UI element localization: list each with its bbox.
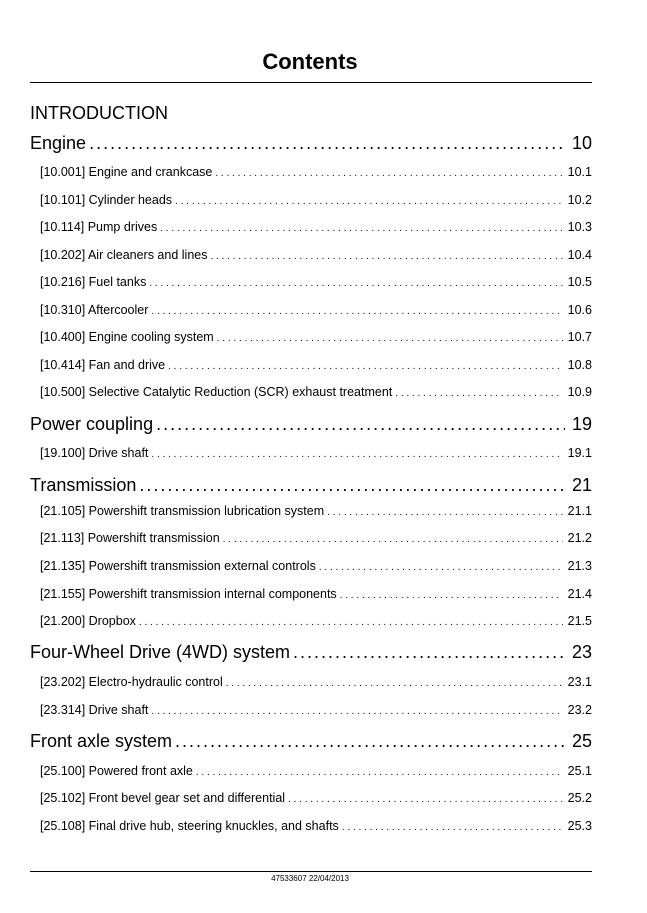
page-title: Contents (262, 49, 358, 74)
toc-entry-label: [21.200] Dropbox (40, 614, 136, 628)
toc-entry-label: [23.314] Drive shaft (40, 703, 149, 717)
toc-entry-page: 10.9 (567, 385, 592, 399)
toc-entry-label: [10.500] Selective Catalytic Reduction (SCR) exhaust treatment (40, 385, 393, 399)
toc-entry[interactable] (40, 613, 592, 629)
toc-entry[interactable] (40, 530, 592, 546)
toc-section-page: 23 (571, 642, 592, 662)
toc-entry[interactable] (40, 247, 592, 263)
toc-entry-label: [10.310] Aftercooler (40, 303, 149, 317)
toc-entry-page: 21.4 (567, 587, 592, 601)
toc-entry-page: 10.6 (567, 303, 592, 317)
dot-leader (210, 247, 563, 265)
dot-leader (196, 763, 563, 781)
toc-entry[interactable] (40, 329, 592, 345)
toc-entry-page: 21.2 (567, 531, 592, 545)
toc-entry[interactable] (40, 790, 592, 806)
toc-entry[interactable] (40, 586, 592, 602)
toc-entry-label: [25.100] Powered front axle (40, 764, 193, 778)
dot-leader (149, 274, 563, 292)
toc-entry-page: 23.1 (567, 675, 592, 689)
toc-entry-label: [21.135] Powershift transmission external controls (40, 559, 316, 573)
toc-entry-label: [10.202] Air cleaners and lines (40, 248, 208, 262)
toc-entry-page: 10.8 (567, 358, 592, 372)
toc-entry-page: 23.2 (567, 703, 592, 717)
toc-entry-label: [23.202] Electro-hydraulic control (40, 675, 223, 689)
dot-leader (395, 384, 563, 402)
toc-entry-page: 10.3 (567, 220, 592, 234)
toc-section-page: 25 (571, 731, 592, 751)
dot-leader (215, 164, 563, 182)
toc-entry-label: [10.414] Fan and drive (40, 358, 166, 372)
dot-leader (226, 674, 563, 692)
toc-entry-label: [25.108] Final drive hub, steering knuckles, and shafts (40, 819, 339, 833)
dot-leader (156, 413, 565, 435)
toc-entry-label: [10.400] Engine cooling system (40, 330, 214, 344)
toc-section-4wd-system[interactable] (30, 641, 592, 663)
toc-entry-page: 21.1 (567, 504, 592, 518)
toc-entry[interactable] (40, 674, 592, 690)
dot-leader (340, 586, 563, 604)
toc-section-page: 21 (571, 475, 592, 495)
toc-entry-page: 21.3 (567, 559, 592, 573)
dot-leader (160, 219, 563, 237)
toc-entry-label: [10.114] Pump drives (40, 220, 158, 234)
footer-doc-id: 47533607 22/04/2013 (271, 874, 349, 883)
dot-leader (288, 790, 563, 808)
dot-leader (342, 818, 563, 836)
toc-entry[interactable] (40, 763, 592, 779)
toc-entry-label: [10.101] Cylinder heads (40, 193, 173, 207)
toc-section-page: 19 (571, 414, 592, 434)
dot-leader (175, 730, 565, 752)
toc-entry-page: 19.1 (567, 446, 592, 460)
toc-entry-page: 25.3 (567, 819, 592, 833)
dot-leader (139, 474, 565, 496)
introduction-heading[interactable]: INTRODUCTION (30, 103, 168, 123)
toc-section-label: Power coupling (30, 414, 154, 434)
toc-entry-label: [19.100] Drive shaft (40, 446, 149, 460)
toc-section-label: Transmission (30, 475, 137, 495)
dot-leader (89, 132, 565, 154)
toc-entry-label: [25.102] Front bevel gear set and differential (40, 791, 286, 805)
toc-section-transmission[interactable] (30, 474, 592, 496)
dot-leader (175, 192, 563, 210)
dot-leader (327, 503, 563, 521)
footer-divider (30, 871, 592, 872)
dot-leader (217, 329, 563, 347)
toc-section-power-coupling[interactable] (30, 413, 592, 435)
dot-leader (151, 445, 563, 463)
toc-entry-label: [21.155] Powershift transmission internal components (40, 587, 337, 601)
toc-section-page: 10 (571, 133, 592, 153)
dot-leader (319, 558, 563, 576)
toc-entry-page: 10.2 (567, 193, 592, 207)
dot-leader (151, 302, 563, 320)
toc-section-label: Front axle system (30, 731, 173, 751)
title-divider (30, 82, 592, 83)
toc-entry-page: 10.7 (567, 330, 592, 344)
toc-entry-page: 25.1 (567, 764, 592, 778)
toc-entry[interactable] (40, 503, 592, 519)
toc-entry[interactable] (40, 164, 592, 180)
toc-section-label: Four-Wheel Drive (4WD) system (30, 642, 291, 662)
dot-leader (139, 613, 563, 631)
dot-leader (223, 530, 563, 548)
toc-entry-label: [10.001] Engine and crankcase (40, 165, 213, 179)
toc-entry[interactable] (40, 302, 592, 318)
toc-entry[interactable] (40, 702, 592, 718)
toc-entry[interactable] (40, 192, 592, 208)
toc-entry[interactable] (40, 445, 592, 461)
toc-entry[interactable] (40, 384, 592, 400)
toc-entry-label: [10.216] Fuel tanks (40, 275, 147, 289)
toc-entry-page: 10.1 (567, 165, 592, 179)
toc-entry[interactable] (40, 357, 592, 373)
toc-section-front-axle-system[interactable] (30, 730, 592, 752)
toc-entry-page: 25.2 (567, 791, 592, 805)
toc-entry-page: 10.5 (567, 275, 592, 289)
toc-entry[interactable] (40, 219, 592, 235)
toc-entry-label: [21.105] Powershift transmission lubrication system (40, 504, 325, 518)
toc-entry[interactable] (40, 818, 592, 834)
toc-section-label: Engine (30, 133, 87, 153)
dot-leader (168, 357, 563, 375)
dot-leader (151, 702, 563, 720)
toc-entry-page: 10.4 (567, 248, 592, 262)
toc-entry[interactable] (40, 558, 592, 574)
toc-entry-label: [21.113] Powershift transmission (40, 531, 220, 545)
toc-entry[interactable] (40, 274, 592, 290)
toc-section-engine[interactable] (30, 132, 592, 154)
dot-leader (293, 641, 565, 663)
toc-entry-page: 21.5 (567, 614, 592, 628)
